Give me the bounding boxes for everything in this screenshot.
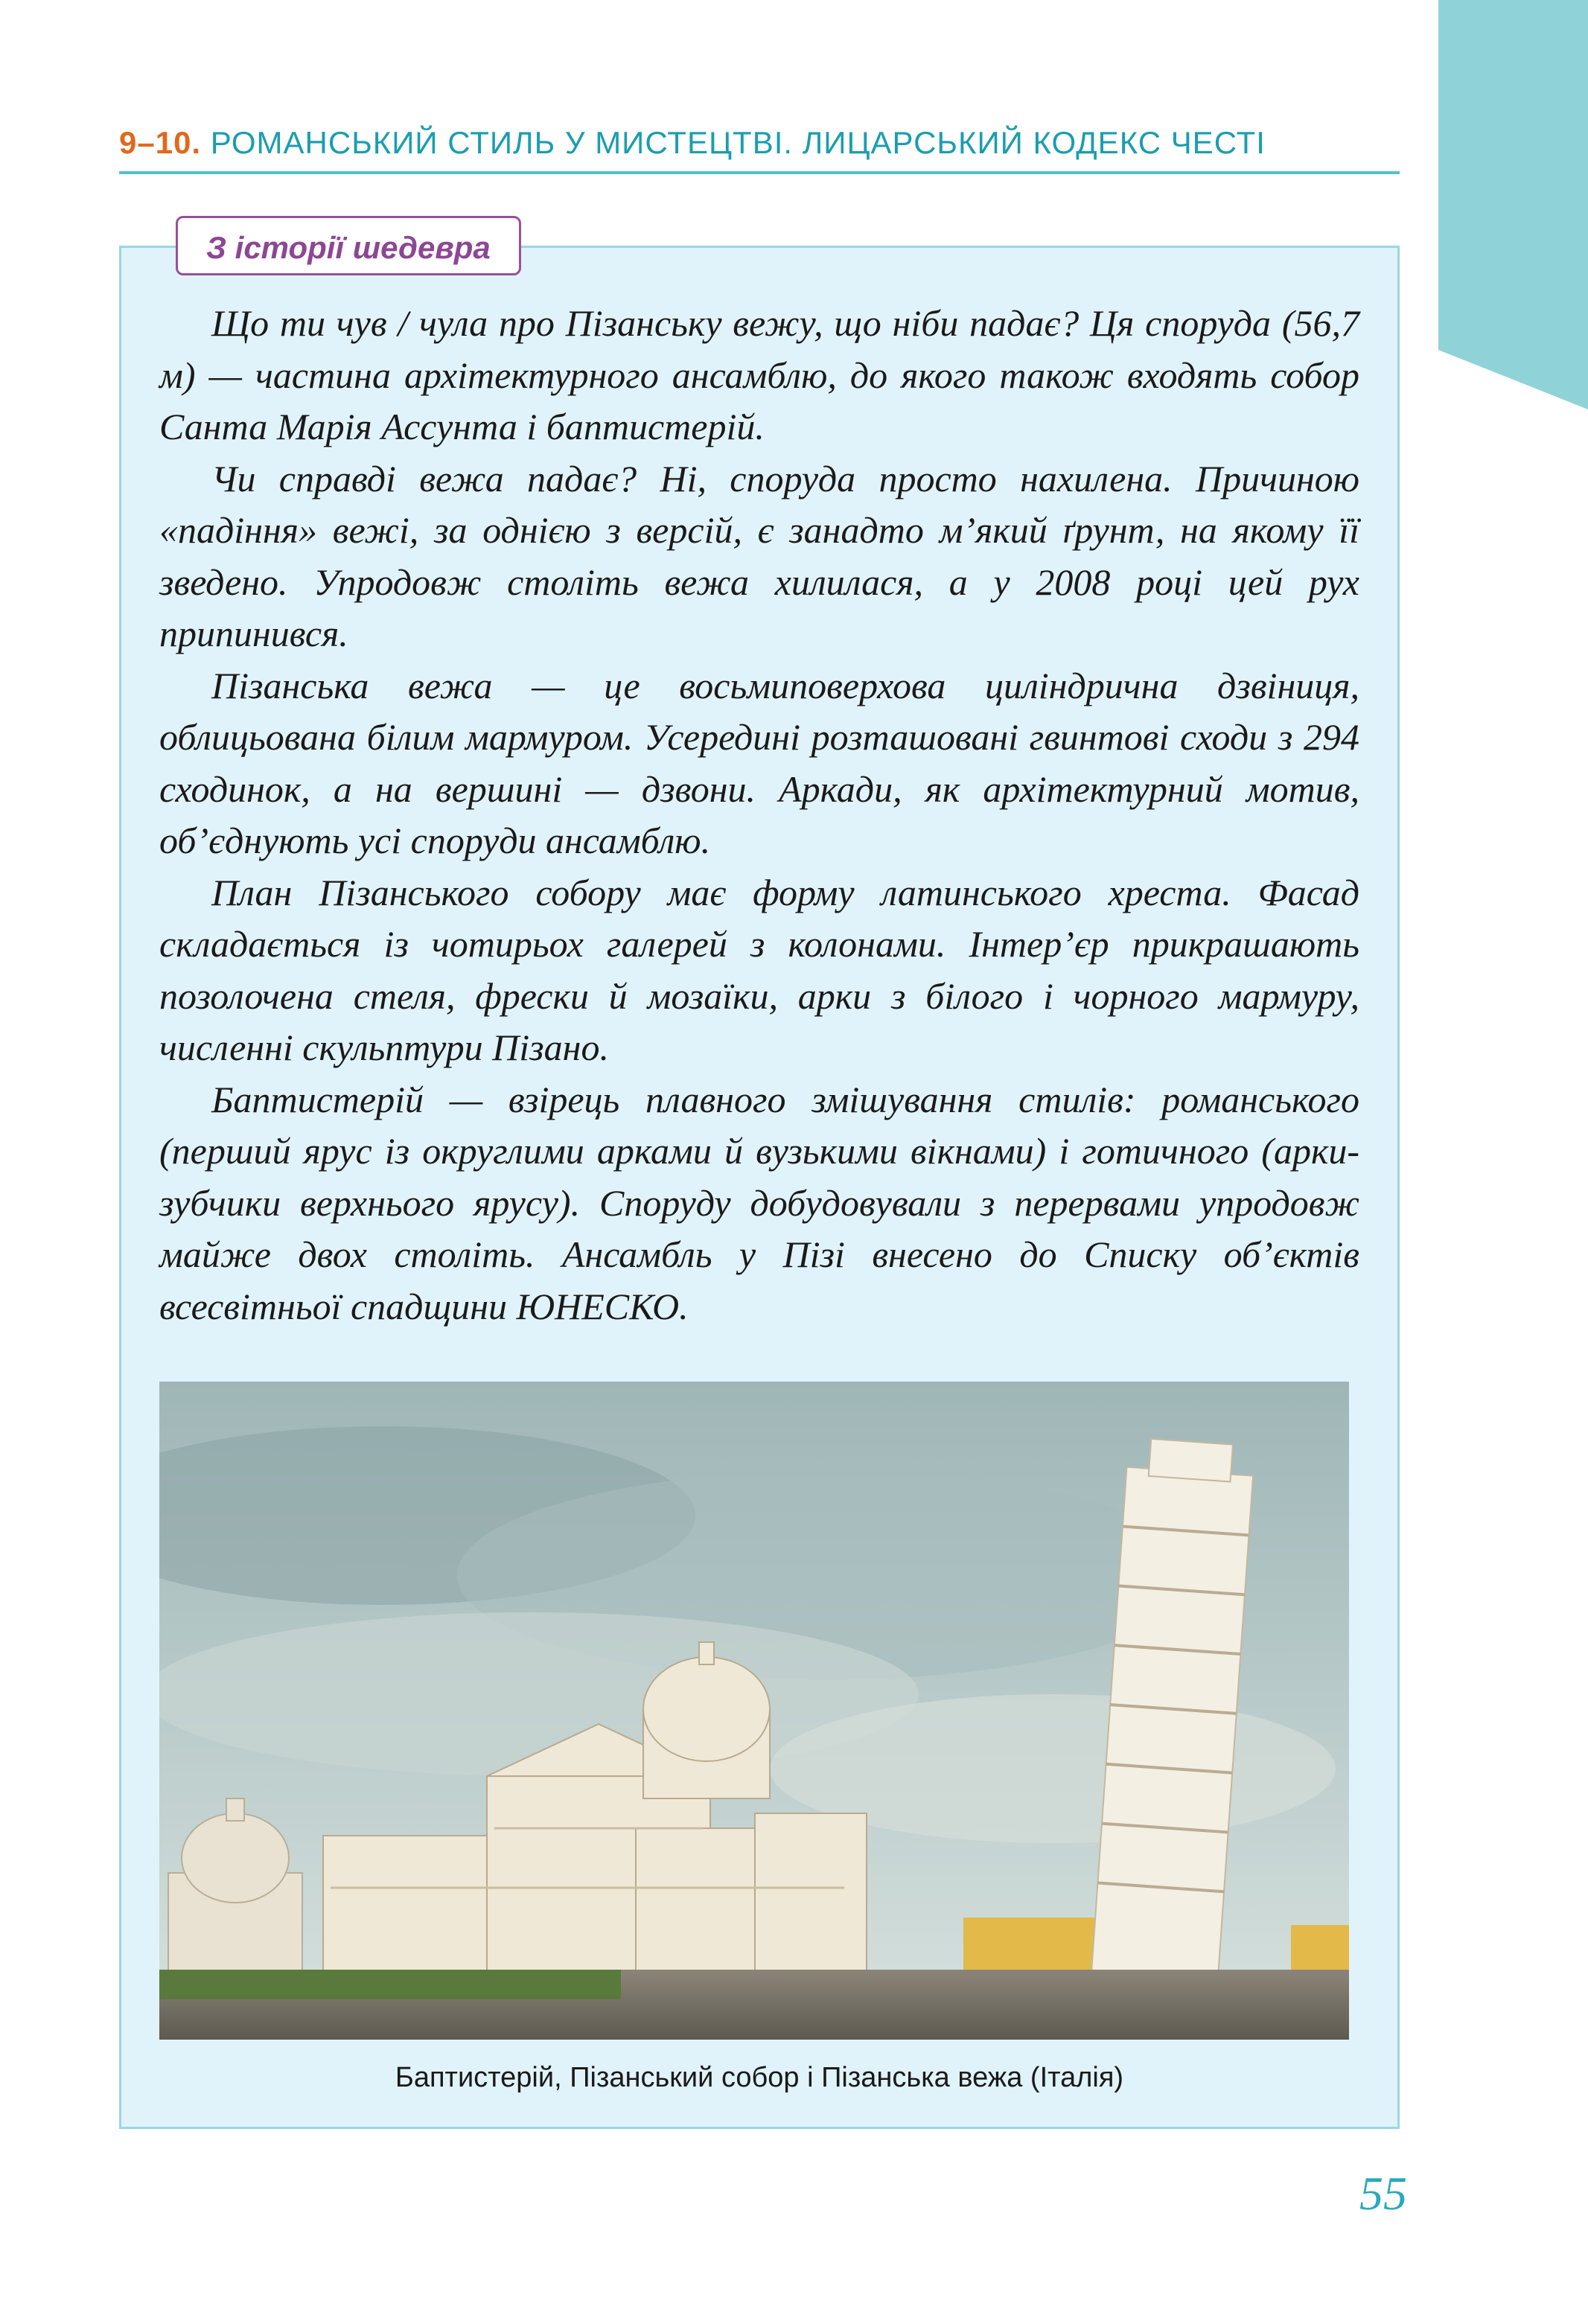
paragraph: Що ти чув / чула про Пізанську вежу, що ніби падає? Ця споруда (56,7 м) — частина архітектурного ансамблю, до якого також входять собор Санта Марія Ассунта і баптистерій. [159, 302, 1359, 447]
header-divider [119, 171, 1400, 174]
paragraph: План Пізанського собору має форму латинського хреста. Фасад складається із чотирьох галерей з колонами. Інтер’єр прикрашають позолочена стеля, фрески й мозаїки, арки з білого і чорного мармуру, численні скульптури Пізано. [159, 871, 1359, 1068]
photo-caption: Баптистерій, Пізанський собор і Пізанська вежа (Італія) [395, 2062, 1124, 2093]
chapter-title: РОМАНСЬКИЙ СТИЛЬ У МИСТЕЦТВІ. ЛИЦАРСЬКИЙ КОДЕКС ЧЕСТІ [210, 125, 1266, 160]
paragraph: Баптистерій — взірець плавного змішування стилів: романського (перший ярус із округлими арками й вузькими вікнами) і готичного (арки-зубчики верхнього ярусу). Споруду добудовували з перервами упродовж майже двох століть. Ансамбль у Пізі внесено до Списку об’єктів всесвітньої спадщини ЮНЕСКО. [159, 1078, 1359, 1327]
box-tag: З історії шедевра [176, 216, 521, 275]
paragraph: Чи справді вежа падає? Ні, споруда просто нахилена. Причиною «падіння» вежі, за однією з версій, є занадто м’який ґрунт, на якому її зведено. Упродовж століть вежа хилилася, а у 2008 році цей рух припинився. [159, 457, 1359, 654]
box-text [159, 298, 1359, 1332]
page-number: 55 [1359, 2167, 1407, 2220]
chapter-number: 9–10. [119, 125, 202, 160]
corner-tab-decoration [1438, 0, 1588, 409]
pisa-photo [159, 1382, 1349, 2040]
chapter-header [119, 125, 1400, 170]
paragraph: Пізанська вежа — це восьмиповерхова циліндрична дзвіниця, облицьована білим мармуром. Усередині розташовані гвинтові сходи з 294 сходинок, а на вершині — дзвони. Аркади, як архітектурний мотив, об’єднують усі споруди ансамблю. [159, 664, 1359, 861]
